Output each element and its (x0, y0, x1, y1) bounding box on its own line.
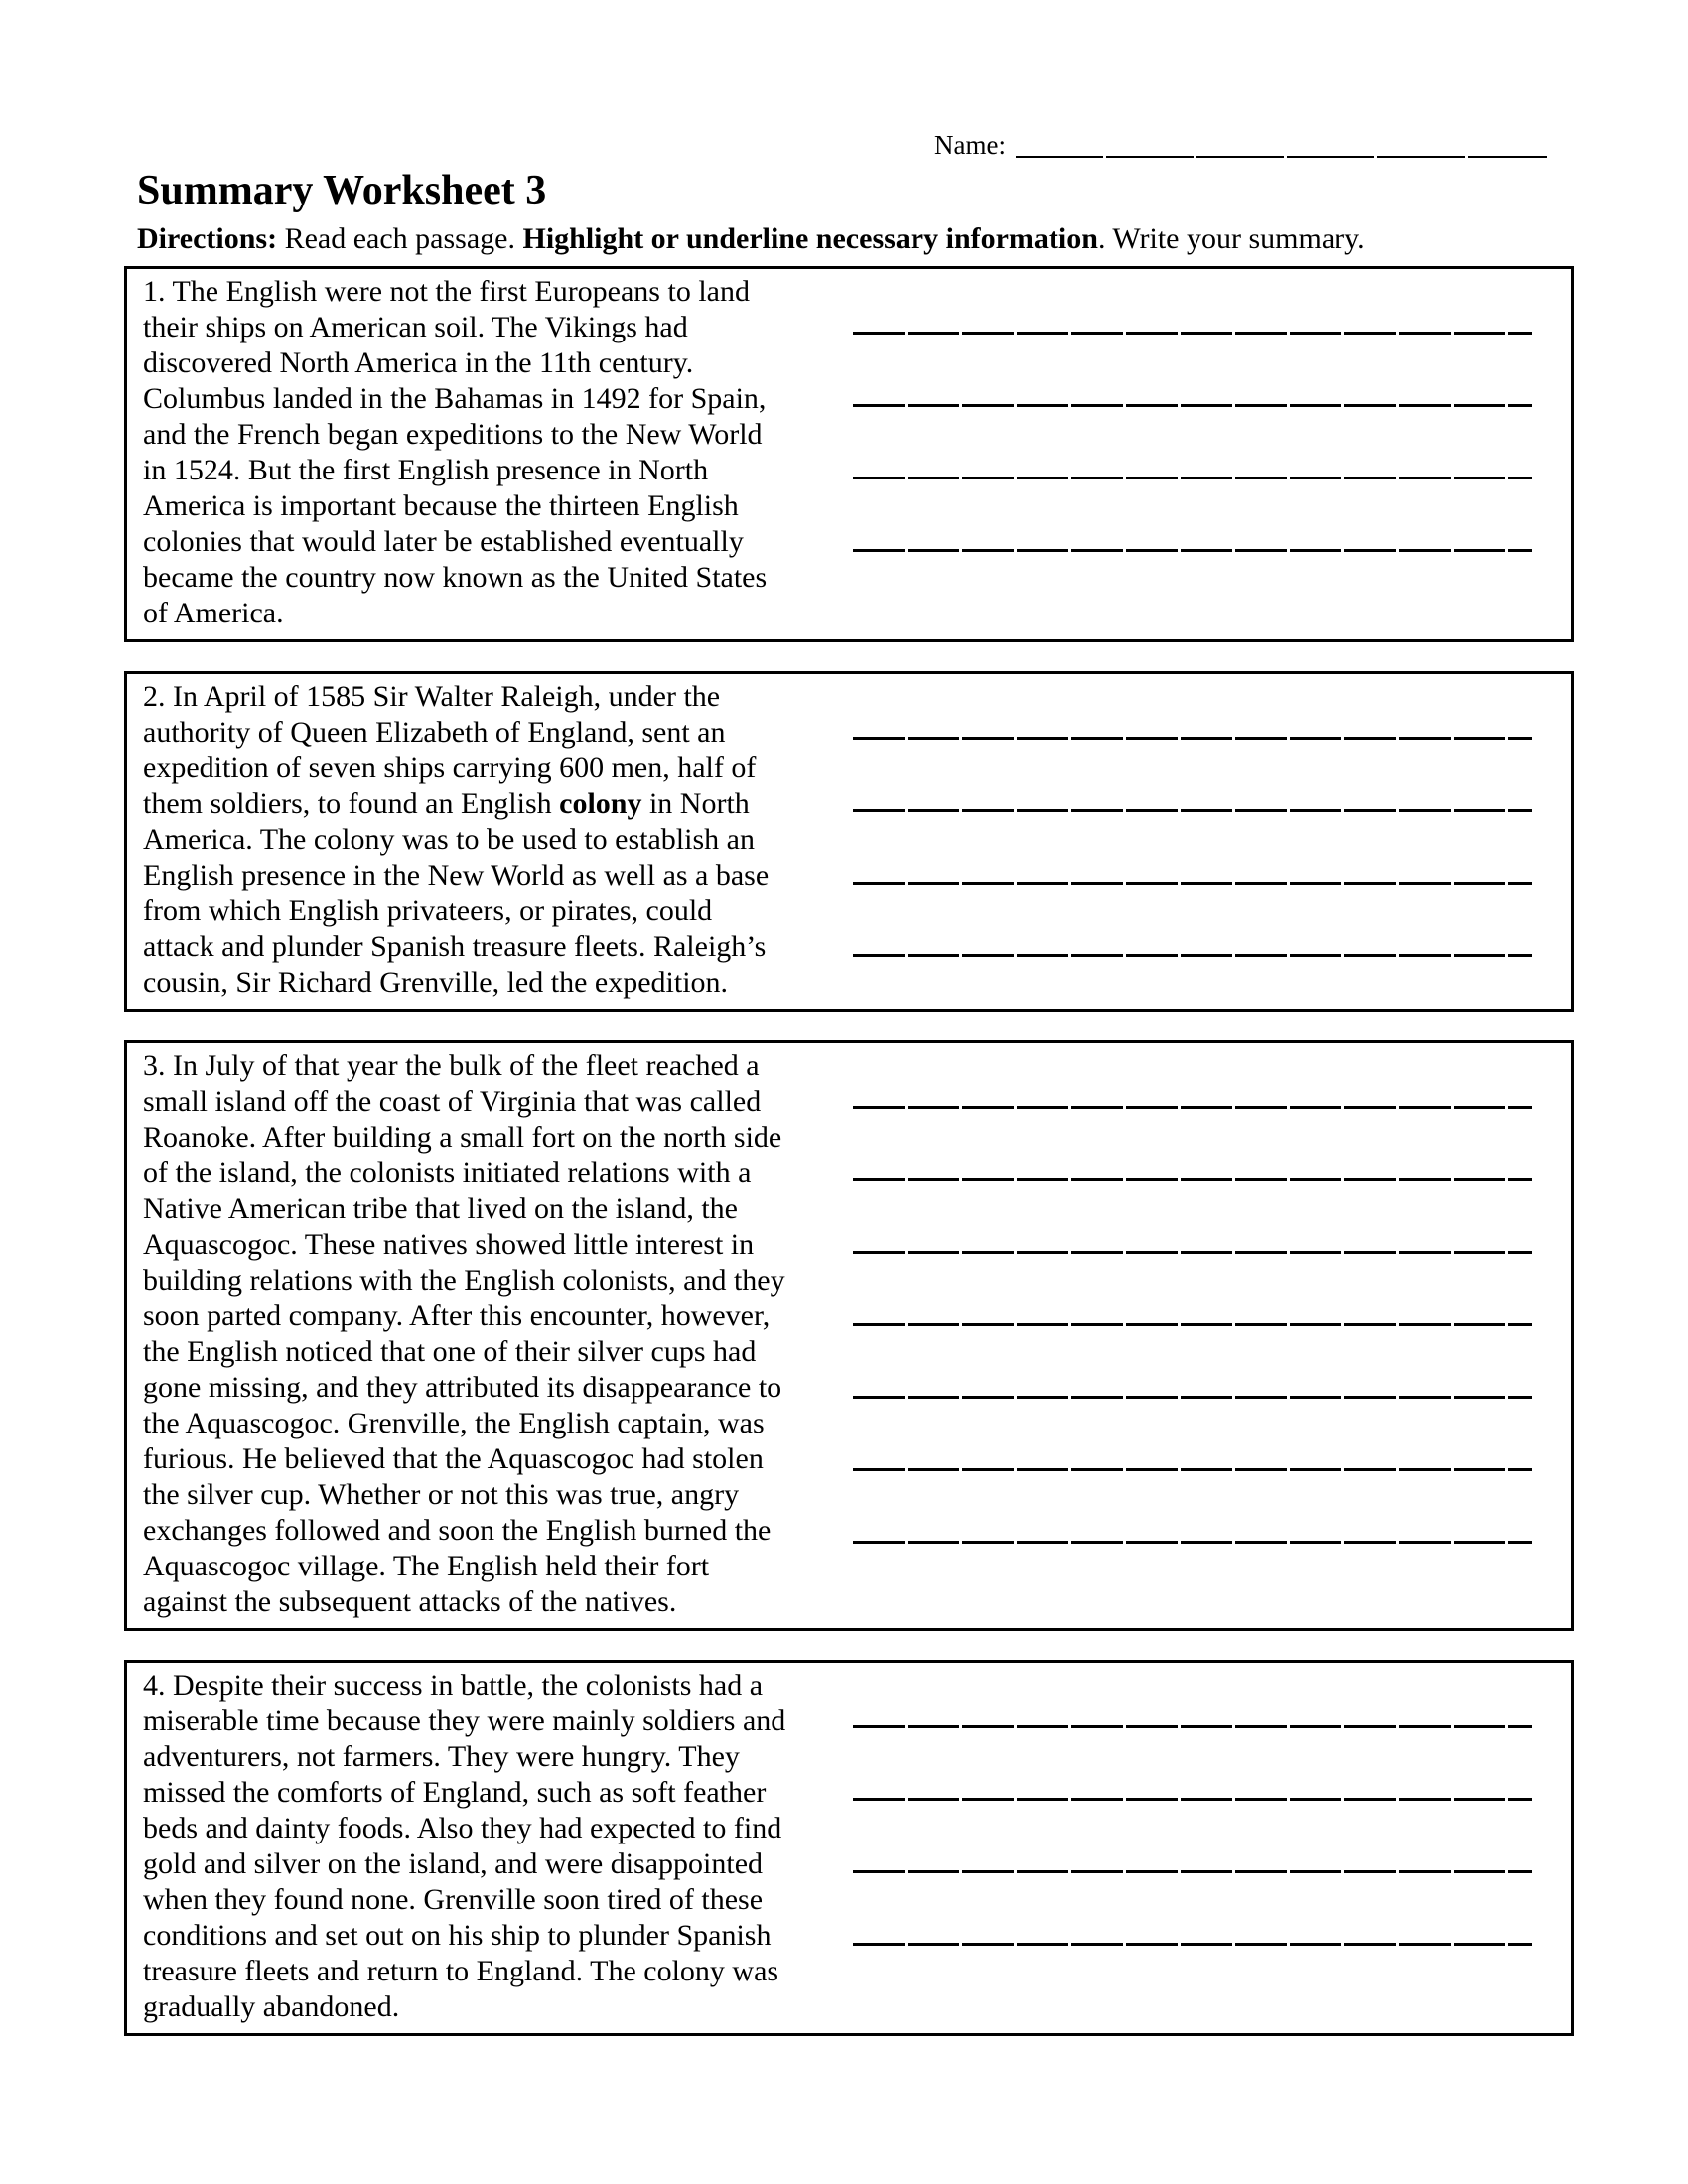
passage-text-line: the silver cup. Whether or not this was true, angry (143, 1478, 740, 1511)
passage-text-line: English presence in the New World as well as a base (143, 859, 770, 891)
passage-text-line: Columbus landed in the Bahamas in 1492 for Spain, (143, 382, 767, 415)
passage-text-line: and the French began expeditions to the New World (143, 418, 763, 451)
passage-text-line: gradually abandoned. (143, 1990, 400, 2023)
summary-lines-3 (853, 1043, 1532, 1544)
passage-box-3 (124, 1040, 1574, 1631)
name-label: Name: (934, 130, 1006, 160)
passage-box-1 (124, 266, 1574, 642)
summary-write-line[interactable] (853, 1873, 1532, 1946)
passage-text-line: cousin, Sir Richard Grenville, led the expedition. (143, 966, 729, 999)
vocabulary-bold-word: colony (559, 787, 642, 820)
passage-text-line: gold and silver on the island, and were disappointed (143, 1847, 764, 1880)
summary-write-line[interactable] (853, 1471, 1532, 1544)
passage-text-line: of America. (143, 597, 284, 629)
passage-box-2 (124, 671, 1574, 1012)
passage-text-line: exchanges followed and soon the English burned the (143, 1514, 772, 1547)
summary-lines-4 (853, 1663, 1532, 1946)
summary-lines-1 (853, 269, 1532, 552)
passage-text-line: adventurers, not farmers. They were hungry. They (143, 1740, 740, 1773)
passage-text-line: discovered North America in the 11th century. (143, 346, 694, 379)
passage-text-line: colonies that would later be established eventually (143, 525, 744, 558)
passage-text-line: 1. The English were not the first Europeans to land (143, 275, 750, 308)
passage-text-line: conditions and set out on his ship to plunder Spanish (143, 1919, 772, 1952)
directions-text: . Write your summary. (1097, 222, 1365, 255)
summary-write-line[interactable] (853, 269, 1532, 335)
passage-text-line: from which English privateers, or pirates, could (143, 894, 713, 927)
summary-write-line[interactable] (853, 885, 1532, 957)
directions-bold-text: Directions: (137, 222, 278, 255)
passage-text-line: in 1524. But the first English presence in North (143, 454, 709, 486)
passage-box-4 (124, 1660, 1574, 2036)
directions-bold-text: Highlight or underline necessary information (522, 222, 1098, 255)
page-title: Summary Worksheet 3 (137, 168, 547, 213)
passage-text-line: small island off the coast of Virginia that was called (143, 1085, 762, 1118)
passage-text-line: beds and dainty foods. Also they had expected to find (143, 1812, 782, 1844)
passage-text-line: became the country now known as the United States (143, 561, 768, 594)
name-row (934, 127, 1547, 163)
directions-text: Read each passage. (277, 222, 523, 255)
passage-text-line: their ships on American soil. The Vikings had (143, 311, 688, 343)
passage-text-line: 3. In July of that year the bulk of the fleet reached a (143, 1049, 760, 1082)
passages-container (124, 266, 1574, 2065)
summary-write-line[interactable] (853, 1801, 1532, 1873)
summary-write-line[interactable] (853, 407, 1532, 479)
passage-text-line: America is important because the thirteen English (143, 489, 739, 522)
passage-text-line: of the island, the colonists initiated relations with a (143, 1157, 752, 1189)
passage-text-line: when they found none. Grenville soon tired of these (143, 1883, 764, 1916)
summary-write-line[interactable] (853, 812, 1532, 885)
passage-text-line: against the subsequent attacks of the natives. (143, 1585, 677, 1618)
summary-write-line[interactable] (853, 1399, 1532, 1471)
passage-text-line: America. The colony was to be used to establish an (143, 823, 755, 856)
passage-text-line: the Aquascogoc. Grenville, the English captain, was (143, 1407, 765, 1439)
summary-write-line[interactable] (853, 335, 1532, 407)
passage-text-line: missed the comforts of England, such as soft feather (143, 1776, 767, 1809)
passage-text-line: gone missing, and they attributed its disappearance to (143, 1371, 782, 1404)
summary-write-line[interactable] (853, 1254, 1532, 1326)
summary-write-line[interactable] (853, 1326, 1532, 1399)
directions (137, 220, 1365, 258)
passage-text-segment: them soldiers, to found an English (143, 787, 560, 820)
name-blank-line[interactable] (1016, 127, 1547, 163)
passage-text-line: authority of Queen Elizabeth of England, sent an (143, 716, 726, 749)
summary-write-line[interactable] (853, 1181, 1532, 1254)
summary-write-line[interactable] (853, 740, 1532, 812)
passage-text-line: 4. Despite their success in battle, the colonists had a (143, 1669, 764, 1702)
passage-text-line: building relations with the English colonists, and they (143, 1264, 785, 1297)
passage-text-line: Native American tribe that lived on the island, the (143, 1192, 738, 1225)
passage-text-line: Roanoke. After building a small fort on the north side (143, 1121, 782, 1154)
passage-text-line: treasure fleets and return to England. The colony was (143, 1955, 779, 1987)
summary-write-line[interactable] (853, 1663, 1532, 1728)
summary-write-line[interactable] (853, 1043, 1532, 1109)
summary-write-line[interactable] (853, 1728, 1532, 1801)
passage-text-line: 2. In April of 1585 Sir Walter Raleigh, under the (143, 680, 721, 713)
passage-text-line: Aquascogoc. These natives showed little interest in (143, 1228, 755, 1261)
summary-write-line[interactable] (853, 674, 1532, 740)
passage-text-line: furious. He believed that the Aquascogoc had stolen (143, 1442, 764, 1475)
summary-write-line[interactable] (853, 479, 1532, 552)
passage-text-line: attack and plunder Spanish treasure fleets. Raleigh’s (143, 930, 767, 963)
passage-text-line: soon parted company. After this encounter, however, (143, 1299, 771, 1332)
summary-write-line[interactable] (853, 1109, 1532, 1181)
passage-text-segment: in North (641, 787, 750, 820)
passage-text-line: miserable time because they were mainly soldiers and (143, 1705, 786, 1737)
summary-lines-2 (853, 674, 1532, 957)
passage-text-line: Aquascogoc village. The English held their fort (143, 1550, 710, 1582)
passage-text-line: expedition of seven ships carrying 600 men, half of (143, 751, 757, 784)
passage-text-line: the English noticed that one of their silver cups had (143, 1335, 757, 1368)
